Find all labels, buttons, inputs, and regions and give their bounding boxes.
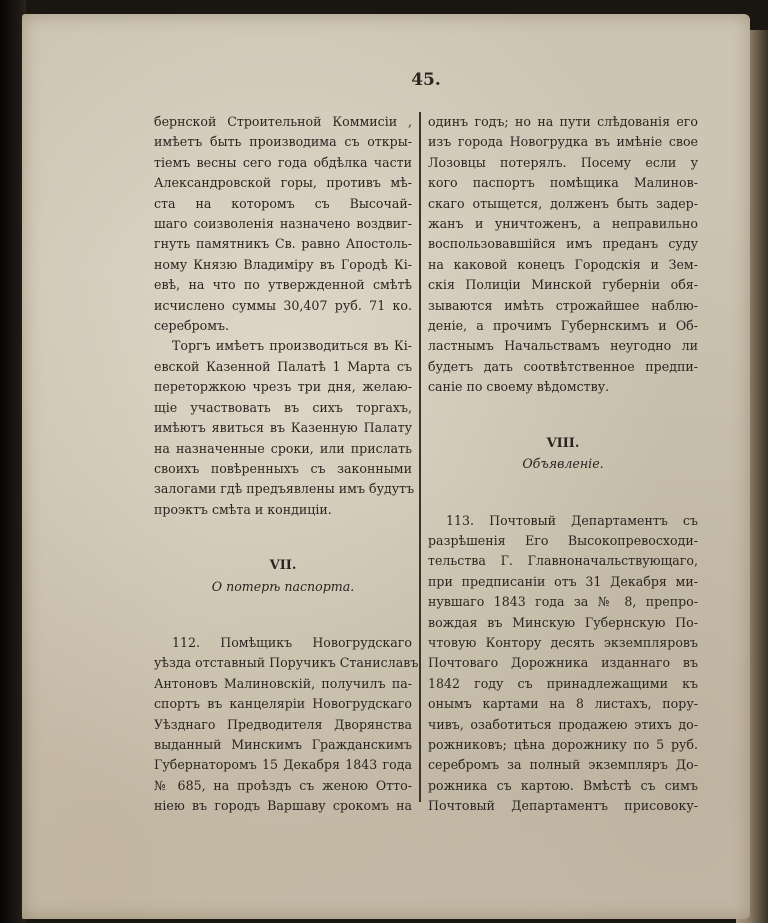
column-divider <box>419 112 421 802</box>
text-line: одинъ годъ; но на пути слѣдованія его <box>428 114 698 129</box>
text-line: на каковой конецъ Городскія и Зем- <box>428 256 698 272</box>
text-line: чивъ, озаботиться продажею этихъ до- <box>428 716 698 732</box>
right-column <box>428 112 698 817</box>
text-line: саніе по своему вѣдомству. <box>428 379 610 395</box>
text-line: Торгъ имѣетъ производиться въ Кі- <box>172 338 412 354</box>
text-line: при предписаніи отъ 31 Декабря ми- <box>428 573 698 589</box>
text-line: Александровской горы, противъ мѣ- <box>154 175 412 191</box>
text-line: онымъ картами на 8 листахъ, пору- <box>428 696 698 712</box>
text-line: имѣютъ явиться въ Казенную Палату <box>154 420 412 436</box>
text-line: серебромъ за полный экземпляръ До- <box>428 757 698 773</box>
text-line: евѣ, на что по утвержденной смѣтѣ <box>154 277 412 293</box>
text-line: Уѣзднаго Предводителя Дворянства <box>154 716 412 732</box>
section-number-viii: VIII. <box>546 435 580 451</box>
text-line: тельства Г. Главноначальствующаго, <box>428 553 698 569</box>
text-line: скія Полиціи Минской губерніи обя- <box>428 277 698 293</box>
text-line: Почтовый Департаментъ присовоку- <box>428 798 698 814</box>
text-line: выданный Минскимъ Гражданскимъ <box>154 736 412 752</box>
text-line: своихъ повѣренныхъ съ законными <box>154 460 412 476</box>
text-line: Антоновъ Малиновскій, получилъ па- <box>154 675 412 691</box>
text-line: зываются имѣть строжайшее наблю- <box>428 297 698 313</box>
text-line: серебромъ. <box>154 318 230 334</box>
text-line: 1842 году съ принадлежащими къ <box>428 675 698 691</box>
text-line: ста на которомъ съ Высочай- <box>154 195 412 211</box>
text-line: Лозовцы потерялъ. Посему если у <box>428 154 698 170</box>
text-line: евской Казенной Палатѣ 1 Марта съ <box>154 358 412 374</box>
text-line: исчислено суммы 30,407 руб. 71 ко. <box>154 297 412 313</box>
text-line: нувшаго 1843 года за № 8, препро- <box>428 594 698 610</box>
text-line: 113. Почтовый Департаментъ съ <box>446 512 698 528</box>
text-line: залогами гдѣ предъявлены имъ будутъ <box>154 481 415 497</box>
left-column <box>154 112 419 817</box>
text-line: 112. Помѣщикъ Новогрудскаго <box>172 634 412 650</box>
text-line: уѣзда отставный Поручикъ Станиславъ <box>154 655 419 671</box>
text-line: вождая въ Минскую Губернскую По- <box>428 614 698 630</box>
text-line: спортъ въ канцеляріи Новогрудскаго <box>154 696 412 712</box>
section-number-vii: VII. <box>269 558 297 574</box>
text-line: изъ города Новогрудка въ имѣніе свое <box>428 134 698 150</box>
text-line: чтовую Контору десять экземпляровъ <box>428 634 698 650</box>
text-line: бернской Строительной Коммисіи , <box>154 114 412 129</box>
text-line: рожниковъ; цѣна дорожнику по 5 руб. <box>428 736 698 752</box>
text-line: шаго соизволенія назначено воздвиг- <box>154 216 412 232</box>
text-line: разрѣшенія Его Высокопревосходи- <box>428 532 698 548</box>
text-line: ластнымъ Начальствамъ неугодно ли <box>428 338 698 354</box>
text-line: имѣетъ быть производима съ откры- <box>154 134 412 150</box>
text-line: Почтоваго Дорожника изданнаго въ <box>428 655 698 671</box>
text-line: ніею въ городъ Варшаву срокомъ на <box>154 798 412 814</box>
text-line: рожника съ картою. Вмѣстѣ съ симъ <box>428 777 698 793</box>
text-line: будетъ дать соотвѣтственное предпи- <box>428 358 698 374</box>
text-line: скаго отыщется, долженъ быть задер- <box>428 195 698 211</box>
section-title-vii: О потерѣ паспорта. <box>211 578 355 594</box>
text-line: Губернаторомъ 15 Декабря 1843 года <box>154 757 412 773</box>
text-line: тіемъ весны сего года обдѣлка части <box>154 154 412 170</box>
text-line: жанъ и уничтоженъ, а неправильно <box>428 216 698 232</box>
text-line: гнуть памятникъ Св. равно Апостоль- <box>154 236 412 252</box>
text-line: воспользовавшійся имъ преданъ суду <box>428 236 698 252</box>
text-line: ному Князю Владиміру въ Городѣ Кі- <box>154 256 412 272</box>
text-line: проэктъ смѣта и кондиціи. <box>154 501 332 517</box>
page-number: 45. <box>411 70 441 90</box>
text-line: переторжкою чрезъ три дня, желаю- <box>154 379 412 395</box>
section-title-viii: Объявленіе. <box>522 456 604 472</box>
text-line: № 685, на проѣздъ съ женою Отто- <box>154 777 412 793</box>
text-line: щіе участвовать въ сихъ торгахъ, <box>154 399 412 415</box>
text-line: на назначенные сроки, или прислать <box>154 440 412 456</box>
text-line: кого паспортъ помѣщика Малинов- <box>428 175 698 191</box>
text-line: деніе, а прочимъ Губернскимъ и Об- <box>428 318 698 334</box>
